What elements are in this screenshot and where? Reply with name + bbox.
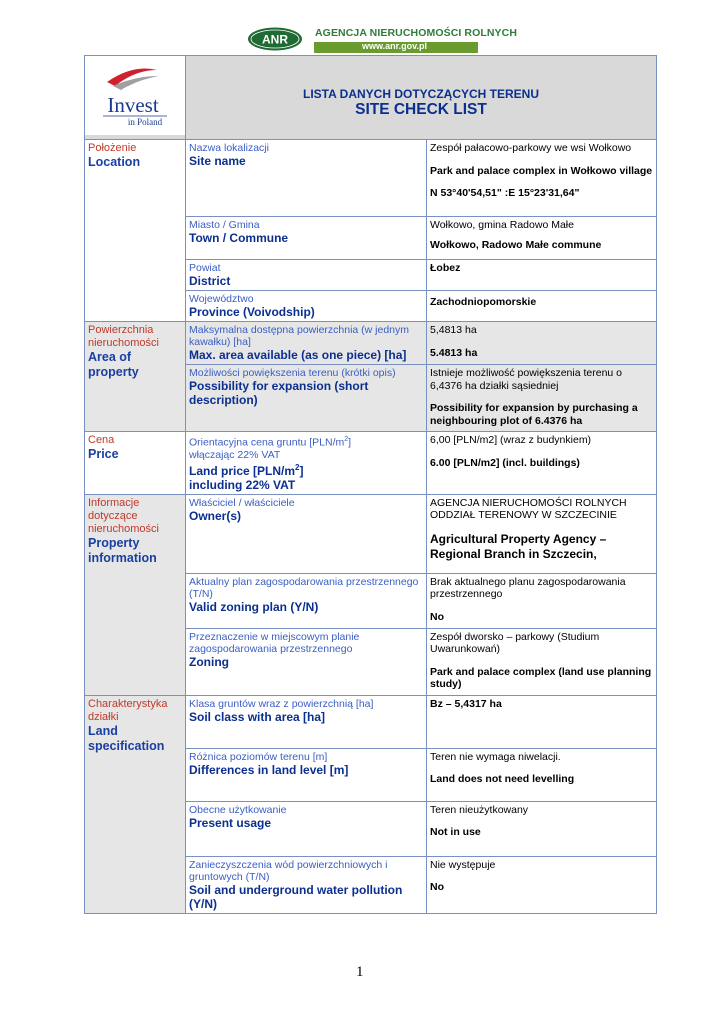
title-cell (186, 56, 657, 140)
value-en: Park and palace complex in Wołkowo village (430, 164, 653, 177)
value-pollution (427, 856, 657, 913)
field-owner (186, 494, 427, 573)
category-price (85, 432, 186, 495)
label-en: Province (Voivodship) (189, 305, 315, 319)
value-pl: 6,00 [PLN/m2] (wraz z budynkiem) (430, 434, 592, 446)
value-max-area (427, 322, 657, 365)
value-en: Wołkowo, Radowo Małe commune (430, 238, 602, 251)
title-en: SITE CHECK LIST (355, 100, 487, 118)
category-en: Price (88, 447, 119, 461)
label-en: District (189, 274, 231, 288)
value-en: Not in use (430, 826, 481, 838)
category-en: Area of property (88, 350, 139, 379)
anr-logo (247, 27, 303, 51)
field-expansion (186, 365, 427, 432)
category-en: Land specification (88, 723, 165, 753)
value-owner (427, 494, 657, 573)
field-present-usage (186, 801, 427, 856)
label-pl: Województwo (189, 293, 254, 305)
label-en: Soil and underground water pollution (Y/N) (189, 882, 403, 911)
category-en: Property information (88, 535, 157, 565)
value-pl: Zespół dworsko – parkowy (Studium Uwarunkowań) (430, 630, 600, 655)
category-land (85, 695, 186, 913)
category-en: Location (88, 155, 141, 169)
header-row (85, 56, 657, 140)
label-pl: Obecne użytkowanie (189, 803, 287, 816)
category-pl: Powierzchnia nieruchomości (88, 324, 159, 349)
label-en: Town / Commune (189, 231, 289, 245)
page-number: 1 (356, 964, 364, 980)
title-pl: LISTA DANYCH DOTYCZĄCYCH TERENU (303, 86, 539, 101)
field-max-area (186, 322, 427, 365)
in-poland-word: in Poland (127, 117, 163, 127)
value-district (427, 260, 657, 291)
value-level-diff (427, 748, 657, 801)
label-pl: Różnica poziomów terenu [m] (189, 750, 328, 763)
field-zoning (186, 628, 427, 695)
table-row (85, 140, 657, 217)
label-pl: Przeznaczenie w miejscowym planie zagospodarowania przestrzennego (189, 630, 360, 655)
table-row (85, 695, 657, 748)
anr-logo-text: ANR (262, 32, 288, 47)
label-pl: Nazwa lokalizacji (189, 142, 269, 154)
field-soil-class (186, 695, 427, 748)
label-en: Valid zoning plan (Y/N) (189, 599, 319, 614)
label-en: Owner(s) (189, 508, 242, 523)
label-pl: Miasto / Gmina (189, 219, 260, 231)
label-pl: Orientacyjna cena gruntu $[PLN/m^2]$ (189, 436, 352, 449)
value-pl: Istnieje możliwość powiększenia terenu o 6,4376 ha działki sąsiedniej (430, 367, 623, 392)
value-en: Park and palace complex (land use planning study) (430, 665, 652, 690)
value-en: 6.00 [PLN/m2] (incl. buildings) (430, 456, 580, 469)
category-pl: Charakterystyka działki (88, 697, 168, 723)
table-row (85, 494, 657, 573)
label-pl: Zanieczyszczenia wód powierzchniowych i gruntowych (T/N) (189, 858, 388, 883)
label-en: Present usage (189, 815, 272, 830)
category-location (85, 140, 186, 322)
value-en: Agricultural Property Agency – Regional Branch in Szczecin, (430, 531, 607, 561)
value-zoning (427, 628, 657, 695)
value: Zachodniopomorskie (430, 296, 537, 308)
label-pl: Maksymalna dostępna powierzchnia (w jednym kawałku) [ha] (189, 324, 410, 348)
value-pl: Teren nieużytkowany (430, 803, 529, 816)
agency-name: AGENCJA NIERUCHOMOŚCI ROLNYCH (315, 27, 518, 39)
invest-logo-cell (85, 56, 186, 140)
invest-in-poland-logo (85, 56, 185, 135)
label-en: Possibility for expansion (short description) (189, 379, 369, 407)
field-site-name (186, 140, 427, 217)
invest-word: Invest (107, 93, 159, 117)
value-pl: Wołkowo, gmina Radowo Małe (430, 219, 574, 231)
agency-url[interactable]: www.anr.gov.pl (362, 41, 428, 51)
category-pl: Informacje dotyczące nieruchomości (88, 496, 159, 535)
table-row (85, 322, 657, 365)
value-province (427, 291, 657, 322)
label-en: Max. area available (as one piece) [ha] (189, 348, 407, 362)
coordinates: N 53°40'54,51" :E 15°23'31,64" (430, 187, 580, 199)
category-pl: Położenie (88, 142, 137, 154)
label-en: Differences in land level [m] (189, 762, 349, 777)
value: Bz – 5,4317 ha (430, 697, 502, 710)
value-zoning-plan (427, 573, 657, 628)
table-row (85, 432, 657, 495)
label-en: Soil class with area [ha] (189, 709, 326, 724)
value-pl: Brak aktualnego planu zagospodarowania przestrzennego (430, 575, 626, 600)
value-pl: Nie występuje (430, 858, 496, 871)
value-pl: Teren nie wymaga niwelacji. (430, 750, 561, 763)
value-site-name (427, 140, 657, 217)
value-pl: 5,4813 ha (430, 324, 477, 336)
value: Łobez (430, 262, 461, 274)
category-pl: Cena (88, 434, 115, 446)
field-level-diff (186, 748, 427, 801)
value-town (427, 217, 657, 260)
label-pl: Powiat (189, 262, 221, 274)
field-land-price (186, 432, 427, 495)
label-pl: Klasa gruntów wraz z powierzchnią [ha] (189, 697, 374, 710)
value-expansion (427, 365, 657, 432)
value-en: Land does not need levelling (430, 773, 575, 785)
label-pl: Właściciel / właściciele (189, 496, 295, 509)
value-pl: AGENCJA NIERUCHOMOŚCI ROLNYCH ODDZIAŁ TERENOWY W SZCZECINIE (430, 496, 627, 521)
site-check-table (84, 55, 657, 914)
value-land-price (427, 432, 657, 495)
value-en: No (430, 881, 444, 893)
field-town (186, 217, 427, 260)
value-en: 5.4813 ha (430, 346, 478, 359)
field-zoning-plan (186, 573, 427, 628)
label-pl: Aktualny plan zagospodarowania przestrzennego (T/N) (189, 575, 419, 600)
value-present-usage (427, 801, 657, 856)
value-en: Possibility for expansion by purchasing a neighbouring plot of 6.4376 ha (430, 402, 638, 427)
field-pollution (186, 856, 427, 913)
label-pl: Możliwości powiększenia terenu (krótki opis) (189, 367, 396, 379)
category-property (85, 494, 186, 695)
label-en: Zoning (189, 654, 229, 669)
value-en: No (430, 610, 444, 623)
label-en: Site name (189, 154, 246, 168)
category-area (85, 322, 186, 432)
label-en: Land price $[PLN/m^2]$ (189, 462, 304, 478)
label-pl-vat: włączając 22% VAT (189, 448, 281, 461)
label-en-vat: including 22% VAT (189, 477, 296, 492)
value-soil-class (427, 695, 657, 748)
value-pl: Zespół pałacowo-parkowy we wsi Wołkowo (430, 142, 632, 154)
field-district (186, 260, 427, 291)
field-province (186, 291, 427, 322)
